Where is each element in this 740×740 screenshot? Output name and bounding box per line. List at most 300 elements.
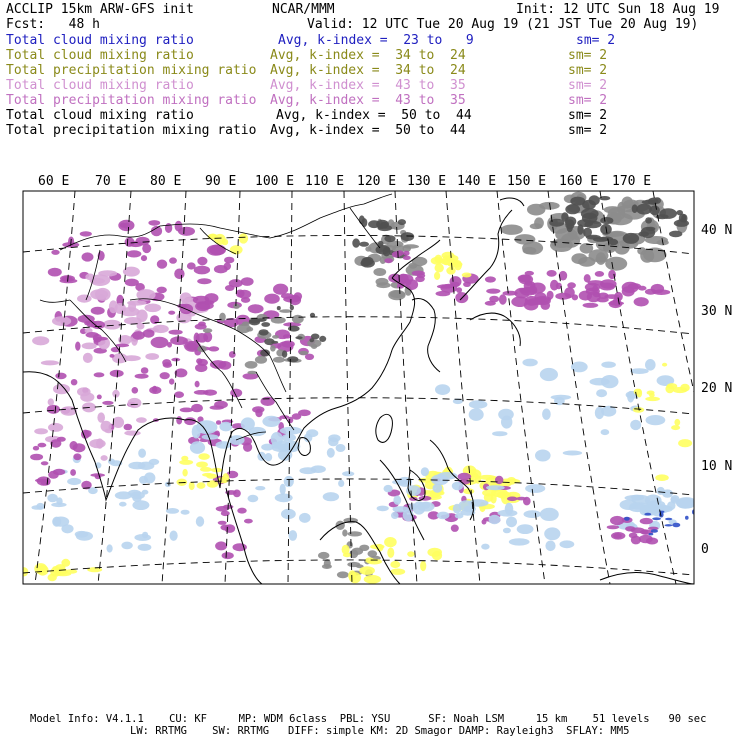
shade-blob bbox=[349, 572, 361, 583]
shade-blob bbox=[280, 427, 302, 435]
shade-blob bbox=[481, 544, 489, 550]
shade-blob bbox=[499, 294, 507, 304]
shade-blob bbox=[495, 476, 503, 484]
shade-blob bbox=[287, 356, 298, 362]
field-avg-1: Avg, k-index = 34 to 24 bbox=[270, 48, 466, 63]
shade-blob bbox=[224, 257, 234, 264]
shade-blob bbox=[631, 536, 641, 545]
shade-blob bbox=[378, 241, 384, 247]
shade-blob bbox=[53, 469, 65, 475]
shade-blob bbox=[387, 548, 394, 558]
shade-blob bbox=[128, 301, 136, 312]
shade-blob bbox=[109, 300, 118, 313]
shade-blob bbox=[627, 391, 634, 403]
field-name-2: Total precipitation mixing ratio bbox=[6, 63, 257, 78]
shade-blob bbox=[645, 397, 660, 401]
shade-blob bbox=[669, 231, 682, 238]
lon-label: 130 E bbox=[407, 174, 447, 189]
shade-blob bbox=[281, 341, 294, 348]
shade-blob bbox=[336, 444, 346, 452]
shade-blob bbox=[489, 515, 501, 524]
lat-label: 40 N bbox=[701, 223, 733, 238]
shade-blob bbox=[153, 325, 169, 333]
shade-blob bbox=[138, 544, 152, 551]
shade-blob bbox=[138, 449, 146, 458]
shade-blob bbox=[48, 423, 63, 432]
shade-blob bbox=[390, 291, 405, 298]
shade-blob bbox=[168, 311, 175, 315]
shade-blob bbox=[132, 500, 149, 510]
field-sm-2: sm= 2 bbox=[568, 63, 608, 78]
shade-blob bbox=[112, 353, 128, 363]
lon-label: 150 E bbox=[507, 174, 547, 189]
shade-blob bbox=[184, 417, 196, 425]
shade-blob bbox=[396, 250, 404, 256]
shade-blob bbox=[415, 276, 425, 282]
shade-blob bbox=[348, 531, 363, 536]
shade-blob bbox=[167, 342, 172, 348]
shade-blob bbox=[119, 502, 127, 507]
shade-blob bbox=[275, 493, 293, 502]
shade-blob bbox=[89, 439, 105, 448]
shade-blob bbox=[200, 467, 212, 472]
field-avg-2: Avg, k-index = 34 to 24 bbox=[270, 63, 466, 78]
shade-blob bbox=[311, 465, 326, 473]
shade-blob bbox=[342, 545, 350, 555]
shade-blob bbox=[318, 552, 329, 559]
shade-blob bbox=[652, 517, 661, 520]
shade-blob bbox=[384, 258, 392, 263]
shade-blob bbox=[435, 384, 450, 395]
shade-blob bbox=[649, 533, 654, 536]
shade-blob bbox=[110, 370, 124, 377]
shade-blob bbox=[247, 371, 257, 375]
field-sm-4: sm= 2 bbox=[568, 93, 608, 108]
shade-blob bbox=[492, 431, 507, 436]
shade-blob bbox=[458, 500, 474, 511]
shade-blob bbox=[648, 198, 659, 205]
shade-blob bbox=[530, 283, 546, 294]
shade-blob bbox=[605, 257, 627, 271]
shade-blob bbox=[273, 284, 288, 295]
shade-blob bbox=[593, 237, 608, 242]
shade-blob bbox=[601, 429, 610, 435]
shade-blob bbox=[589, 195, 600, 205]
field-name-3: Total cloud mixing ratio bbox=[6, 78, 194, 93]
valid-time: Valid: 12 UTC Tue 20 Aug 19 (21 JST Tue 20 Aug 19) bbox=[307, 17, 699, 32]
shade-blob bbox=[270, 345, 276, 352]
field-sm-3: sm= 2 bbox=[568, 78, 608, 93]
field-name-1: Total cloud mixing ratio bbox=[6, 48, 194, 63]
shade-blob bbox=[145, 353, 159, 360]
shade-blob bbox=[632, 204, 638, 213]
shade-blob bbox=[246, 327, 253, 332]
shade-blob bbox=[57, 437, 66, 442]
shade-blob bbox=[540, 508, 559, 521]
lon-label: 60 E bbox=[38, 174, 70, 189]
shade-blob bbox=[70, 469, 76, 476]
shade-blob bbox=[181, 456, 188, 461]
shade-blob bbox=[322, 564, 332, 569]
lat-label: 20 N bbox=[701, 381, 733, 396]
shade-blob bbox=[48, 268, 62, 277]
shade-blob bbox=[482, 519, 487, 524]
shade-blob bbox=[596, 389, 607, 397]
shade-blob bbox=[52, 316, 71, 326]
shade-blob bbox=[581, 208, 599, 219]
shade-blob bbox=[523, 247, 537, 254]
shade-blob bbox=[207, 245, 225, 256]
shade-blob bbox=[398, 219, 406, 225]
shade-blob bbox=[130, 492, 145, 500]
lon-label: 100 E bbox=[255, 174, 295, 189]
shade-blob bbox=[649, 205, 660, 215]
shade-blob bbox=[651, 529, 658, 533]
shade-blob bbox=[433, 484, 443, 493]
shade-blob bbox=[407, 551, 414, 557]
shade-blob bbox=[671, 425, 680, 430]
shade-blob bbox=[221, 511, 230, 516]
shade-blob bbox=[141, 255, 147, 261]
shade-blob bbox=[567, 282, 576, 288]
shade-blob bbox=[392, 479, 409, 484]
shade-blob bbox=[501, 225, 523, 235]
shade-blob bbox=[241, 277, 254, 286]
shade-blob bbox=[77, 295, 92, 303]
shade-blob bbox=[403, 251, 409, 256]
shade-blob bbox=[277, 306, 281, 310]
shade-blob bbox=[590, 378, 610, 386]
shade-blob bbox=[598, 293, 608, 299]
shade-blob bbox=[435, 263, 444, 272]
shade-blob bbox=[645, 217, 652, 223]
shade-blob bbox=[376, 282, 390, 288]
shade-blob bbox=[503, 528, 511, 534]
shade-blob bbox=[115, 491, 132, 499]
lat-label: 0 bbox=[701, 542, 709, 557]
shade-blob bbox=[73, 443, 86, 452]
shade-blob bbox=[50, 567, 61, 576]
shade-blob bbox=[141, 367, 149, 374]
shade-blob bbox=[551, 395, 572, 400]
shade-blob bbox=[646, 415, 666, 425]
shade-blob bbox=[107, 544, 113, 552]
shade-blob bbox=[646, 227, 655, 231]
shade-blob bbox=[674, 220, 689, 227]
shade-blob bbox=[522, 359, 537, 367]
shade-blob bbox=[255, 356, 267, 364]
shade-blob bbox=[384, 537, 397, 547]
shade-blob bbox=[210, 360, 226, 369]
shade-blob bbox=[162, 359, 171, 366]
shade-blob bbox=[139, 476, 148, 484]
shade-blob bbox=[151, 226, 162, 236]
shade-blob bbox=[655, 474, 669, 481]
shade-blob bbox=[203, 300, 214, 304]
shade-blob bbox=[384, 485, 393, 492]
shade-blob bbox=[589, 249, 609, 262]
shade-blob bbox=[19, 567, 28, 576]
shade-blob bbox=[93, 334, 102, 343]
shade-blob bbox=[197, 482, 206, 489]
field-avg-3: Avg, k-index = 43 to 35 bbox=[270, 78, 466, 93]
shade-blob bbox=[261, 444, 274, 451]
shade-blob bbox=[446, 267, 455, 275]
shade-blob bbox=[52, 517, 61, 527]
shade-blob bbox=[157, 260, 167, 269]
shade-blob bbox=[498, 409, 514, 421]
shade-blob bbox=[288, 326, 300, 332]
shade-blob bbox=[393, 496, 401, 505]
shade-blob bbox=[440, 258, 458, 265]
shade-blob bbox=[219, 313, 226, 322]
shade-blob bbox=[284, 441, 301, 452]
shade-blob bbox=[634, 389, 642, 395]
shade-blob bbox=[630, 420, 641, 430]
shade-blob bbox=[525, 484, 545, 493]
lon-label: 110 E bbox=[305, 174, 345, 189]
shade-blob bbox=[622, 282, 639, 293]
shade-blob bbox=[174, 269, 184, 280]
shade-blob bbox=[451, 525, 459, 532]
shade-blob bbox=[190, 441, 205, 454]
shade-blob bbox=[225, 285, 235, 291]
shade-blob bbox=[41, 360, 59, 365]
shade-blob bbox=[516, 497, 527, 501]
shade-blob bbox=[280, 484, 286, 495]
shade-blob bbox=[37, 565, 49, 576]
shade-blob bbox=[91, 307, 105, 315]
shade-blob bbox=[94, 372, 105, 377]
shade-blob bbox=[265, 453, 273, 461]
shade-blob bbox=[176, 416, 182, 424]
shade-blob bbox=[148, 220, 160, 226]
forecast-hour: Fcst: 48 h bbox=[6, 17, 100, 32]
shade-blob bbox=[327, 448, 335, 458]
field-name-4: Total precipitation mixing ratio bbox=[6, 93, 257, 108]
shade-blob bbox=[505, 503, 514, 515]
shade-blob bbox=[577, 219, 593, 227]
shade-blob bbox=[545, 541, 555, 552]
shade-blob bbox=[547, 291, 554, 300]
shade-blob bbox=[71, 379, 78, 385]
shade-blob bbox=[283, 296, 301, 302]
shade-blob bbox=[639, 535, 653, 544]
shade-blob bbox=[32, 336, 49, 345]
shade-blob bbox=[132, 331, 145, 340]
shade-blob bbox=[174, 391, 184, 398]
shade-blob bbox=[560, 540, 575, 548]
field-sm-5: sm= 2 bbox=[568, 108, 608, 123]
shade-blob bbox=[535, 450, 551, 462]
field-sm-1: sm= 2 bbox=[568, 48, 608, 63]
shade-blob bbox=[82, 343, 97, 350]
shade-blob bbox=[128, 398, 142, 408]
shade-blob bbox=[295, 336, 302, 339]
shade-blob bbox=[203, 328, 212, 333]
shade-blob bbox=[51, 250, 59, 255]
shade-blob bbox=[166, 508, 179, 514]
shade-blob bbox=[289, 530, 298, 541]
shade-blob bbox=[524, 510, 542, 518]
shade-blob bbox=[364, 575, 381, 584]
shade-blob bbox=[403, 256, 411, 260]
shade-blob bbox=[98, 270, 117, 276]
shade-blob bbox=[203, 390, 217, 396]
shade-blob bbox=[408, 263, 417, 269]
shade-blob bbox=[195, 381, 200, 388]
shade-blob bbox=[180, 408, 193, 413]
shade-blob bbox=[629, 504, 647, 512]
shade-blob bbox=[264, 338, 274, 345]
field-avg-6: Avg, k-index = 50 to 44 bbox=[270, 123, 466, 138]
shade-blob bbox=[583, 303, 599, 308]
shade-blob bbox=[485, 301, 496, 306]
shade-blob bbox=[427, 548, 442, 557]
shade-blob bbox=[237, 508, 246, 514]
shade-blob bbox=[342, 471, 354, 476]
shade-blob bbox=[103, 320, 121, 330]
shade-blob bbox=[514, 288, 530, 299]
shade-blob bbox=[273, 357, 285, 363]
shade-blob bbox=[368, 220, 380, 228]
shade-blob bbox=[47, 494, 58, 503]
shade-blob bbox=[197, 359, 208, 366]
shade-blob bbox=[157, 287, 167, 294]
shade-blob bbox=[469, 400, 488, 408]
shade-blob bbox=[216, 441, 232, 449]
shade-blob bbox=[311, 334, 320, 340]
init-time: Init: 12 UTC Sun 18 Aug 19 bbox=[516, 2, 720, 17]
shade-blob bbox=[485, 276, 496, 282]
shade-blob bbox=[73, 453, 81, 460]
title-center: NCAR/MMM bbox=[272, 2, 335, 17]
shade-blob bbox=[336, 521, 345, 530]
shade-blob bbox=[283, 334, 291, 338]
shade-blob bbox=[518, 275, 532, 283]
shade-blob bbox=[647, 391, 655, 395]
shade-blob bbox=[36, 503, 44, 510]
shade-blob bbox=[238, 290, 251, 299]
shade-blob bbox=[67, 478, 81, 485]
shade-blob bbox=[233, 304, 240, 309]
shade-blob bbox=[306, 429, 318, 437]
shade-blob bbox=[239, 233, 248, 243]
shade-blob bbox=[534, 217, 544, 228]
shade-blob bbox=[359, 566, 375, 575]
shade-blob bbox=[229, 351, 236, 358]
shade-blob bbox=[38, 443, 47, 448]
shade-blob bbox=[198, 453, 209, 460]
parallel bbox=[23, 155, 694, 173]
shade-blob bbox=[507, 477, 517, 485]
shade-blob bbox=[506, 517, 517, 528]
shade-blob bbox=[509, 538, 530, 545]
shade-blob bbox=[338, 480, 344, 487]
field-avg-4: Avg, k-index = 43 to 35 bbox=[270, 93, 466, 108]
longitude-labels bbox=[38, 174, 651, 189]
shade-blob bbox=[124, 431, 140, 436]
shade-blob bbox=[59, 279, 77, 284]
shade-blob bbox=[588, 280, 604, 286]
shade-blob bbox=[463, 282, 471, 287]
shade-blob bbox=[544, 527, 560, 540]
shade-blob bbox=[124, 424, 133, 431]
shade-blob bbox=[384, 235, 395, 242]
shade-blob bbox=[671, 497, 679, 502]
shade-blob bbox=[214, 401, 228, 409]
shade-blob bbox=[377, 506, 389, 512]
shade-blob bbox=[248, 495, 259, 502]
shade-blob bbox=[230, 245, 243, 254]
shade-blob bbox=[142, 532, 148, 539]
shade-blob bbox=[292, 413, 302, 419]
shade-blob bbox=[478, 475, 496, 480]
shade-blob bbox=[194, 266, 210, 275]
shade-blob bbox=[272, 335, 279, 339]
shade-blob bbox=[373, 268, 386, 276]
shade-blob bbox=[540, 368, 558, 381]
shade-blob bbox=[584, 274, 591, 282]
shade-blob bbox=[41, 461, 49, 465]
shade-blob bbox=[678, 439, 692, 447]
shade-blob bbox=[613, 533, 622, 539]
shade-blob bbox=[135, 374, 149, 379]
shade-blob bbox=[102, 401, 113, 405]
shade-blob bbox=[352, 548, 364, 555]
shade-blob bbox=[659, 208, 677, 219]
shade-blob bbox=[319, 336, 326, 342]
shade-blob bbox=[572, 294, 578, 300]
shade-blob bbox=[101, 421, 112, 432]
shade-blob bbox=[197, 278, 211, 284]
shade-blob bbox=[248, 304, 264, 313]
shade-blob bbox=[182, 469, 187, 477]
shade-blob bbox=[169, 379, 174, 385]
shade-blob bbox=[634, 297, 649, 306]
shade-blob bbox=[402, 244, 419, 248]
shade-blob bbox=[292, 315, 304, 324]
model-info-line1: Model Info: V4.1.1 CU: KF MP: WDM 6class PBL: YSU SF: Noah LSM 15 km 51 levels 90 sec bbox=[30, 713, 707, 725]
shade-blob bbox=[218, 521, 227, 525]
shade-blob bbox=[674, 419, 680, 426]
shade-blob bbox=[570, 197, 585, 206]
field-sm-0: sm= 2 bbox=[576, 33, 616, 48]
shade-blob bbox=[262, 416, 280, 427]
shade-blob bbox=[282, 350, 287, 357]
shade-blob bbox=[563, 451, 582, 456]
lat-label: 30 N bbox=[701, 304, 733, 319]
shade-blob bbox=[600, 217, 613, 224]
shade-blob bbox=[259, 329, 269, 335]
shade-blob bbox=[644, 513, 651, 516]
shade-blob bbox=[645, 359, 656, 371]
shade-blob bbox=[328, 434, 340, 442]
lat-label: 10 N bbox=[701, 459, 733, 474]
shade-blob bbox=[680, 384, 690, 392]
shade-blob bbox=[245, 361, 258, 369]
shade-blob bbox=[149, 459, 159, 465]
shade-blob bbox=[165, 223, 172, 233]
shade-blob bbox=[181, 510, 190, 515]
lon-label: 120 E bbox=[357, 174, 397, 189]
shade-blob bbox=[486, 289, 500, 294]
shade-blob bbox=[623, 233, 639, 244]
shade-blob bbox=[255, 486, 265, 490]
shade-blob bbox=[595, 271, 604, 277]
shade-blob bbox=[486, 485, 505, 490]
shade-blob bbox=[323, 492, 339, 501]
